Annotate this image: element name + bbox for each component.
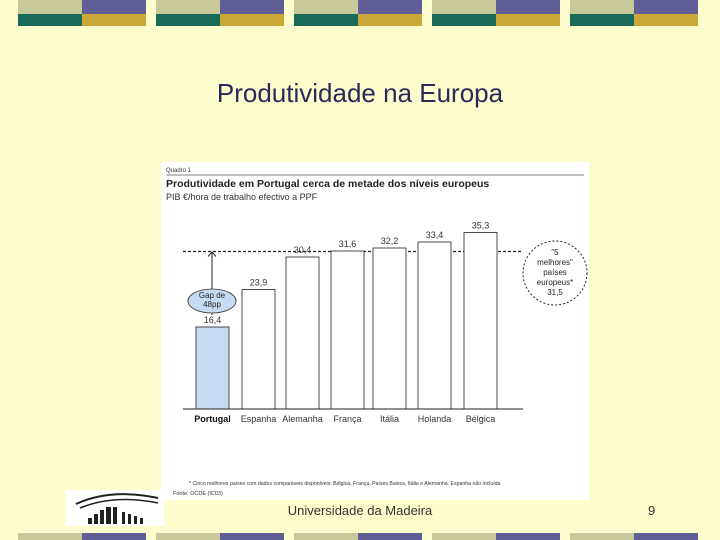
value-label: 16,4 xyxy=(203,315,222,325)
bar-espanha xyxy=(242,290,275,410)
slide-title: Produtividade na Europa xyxy=(216,78,504,108)
band-tile xyxy=(18,0,82,14)
chart-source: Fonte: OCDE (IC03) xyxy=(173,491,223,497)
band-tile xyxy=(82,533,146,540)
bottom-decorative-band xyxy=(0,533,720,540)
bar-alemanha xyxy=(286,257,319,409)
band-tile xyxy=(294,0,358,14)
value-label: 33,4 xyxy=(425,230,444,240)
bar-frança xyxy=(331,251,364,409)
band-tile xyxy=(220,14,284,26)
chart-panel xyxy=(161,162,589,500)
gap-label: 48pp xyxy=(203,300,221,309)
band-tile xyxy=(634,0,698,14)
chart-title: Produtividade em Portugal cerca de metade dos níveis europeus xyxy=(166,178,490,190)
band-tile xyxy=(358,14,422,26)
value-label: 31,6 xyxy=(338,239,357,249)
category-label: Espanha xyxy=(240,414,277,424)
band-tile xyxy=(358,0,422,14)
band-tile xyxy=(358,533,422,540)
band-tile xyxy=(570,533,634,540)
value-label: 23,9 xyxy=(249,277,268,288)
chart-footnote: * Cinco melhores países com dados comparáveis disponíveis: Bélgica, França, Países Baixos, Itália e Alemanha. Espanha não incluída xyxy=(189,481,501,487)
reference-label: "5 xyxy=(551,248,559,257)
band-tile xyxy=(570,14,634,26)
reference-label: melhores" xyxy=(537,258,573,267)
band-tile xyxy=(294,14,358,26)
chart-subtitle: PIB €/hora de trabalho efectivo a PPF xyxy=(166,192,318,202)
category-label: Portugal xyxy=(194,414,231,424)
band-tile xyxy=(18,533,82,540)
band-tile xyxy=(82,14,146,26)
reference-label: europeus* xyxy=(536,278,574,287)
reference-label: 31,5 xyxy=(547,288,563,297)
value-label: 35,3 xyxy=(471,220,490,231)
band-tile xyxy=(634,14,698,26)
band-tile xyxy=(496,14,560,26)
chart-label: Quadro 1 xyxy=(166,168,192,174)
category-label: França xyxy=(333,414,362,424)
band-tile xyxy=(18,14,82,26)
band-tile xyxy=(220,0,284,14)
band-tile xyxy=(294,533,358,540)
band-tile xyxy=(156,0,220,14)
category-label: Holanda xyxy=(417,414,452,424)
value-label: 30,4 xyxy=(293,245,312,255)
band-tile xyxy=(496,533,560,540)
bar-itália xyxy=(373,248,406,409)
bar-holanda xyxy=(418,242,451,409)
band-tile xyxy=(432,0,496,14)
band-tile xyxy=(82,0,146,14)
band-tile xyxy=(432,14,496,26)
reference-label: países xyxy=(543,268,567,277)
category-label: Itália xyxy=(379,414,400,424)
gap-label: Gap de xyxy=(198,291,226,300)
footer-institution: Universidade da Madeira xyxy=(287,503,433,518)
category-label: Bélgica xyxy=(465,414,496,424)
top-decorative-band xyxy=(0,0,720,34)
page-number: 9 xyxy=(648,503,656,518)
category-label: Alemanha xyxy=(282,414,323,424)
band-tile xyxy=(570,0,634,14)
band-tile xyxy=(496,0,560,14)
bar-chart xyxy=(161,162,589,500)
bar-portugal xyxy=(196,327,229,409)
band-tile xyxy=(156,533,220,540)
band-tile xyxy=(432,533,496,540)
bar-bélgica xyxy=(464,233,497,410)
band-tile xyxy=(156,14,220,26)
band-tile xyxy=(634,533,698,540)
value-label: 32,2 xyxy=(380,236,399,246)
band-tile xyxy=(220,533,284,540)
